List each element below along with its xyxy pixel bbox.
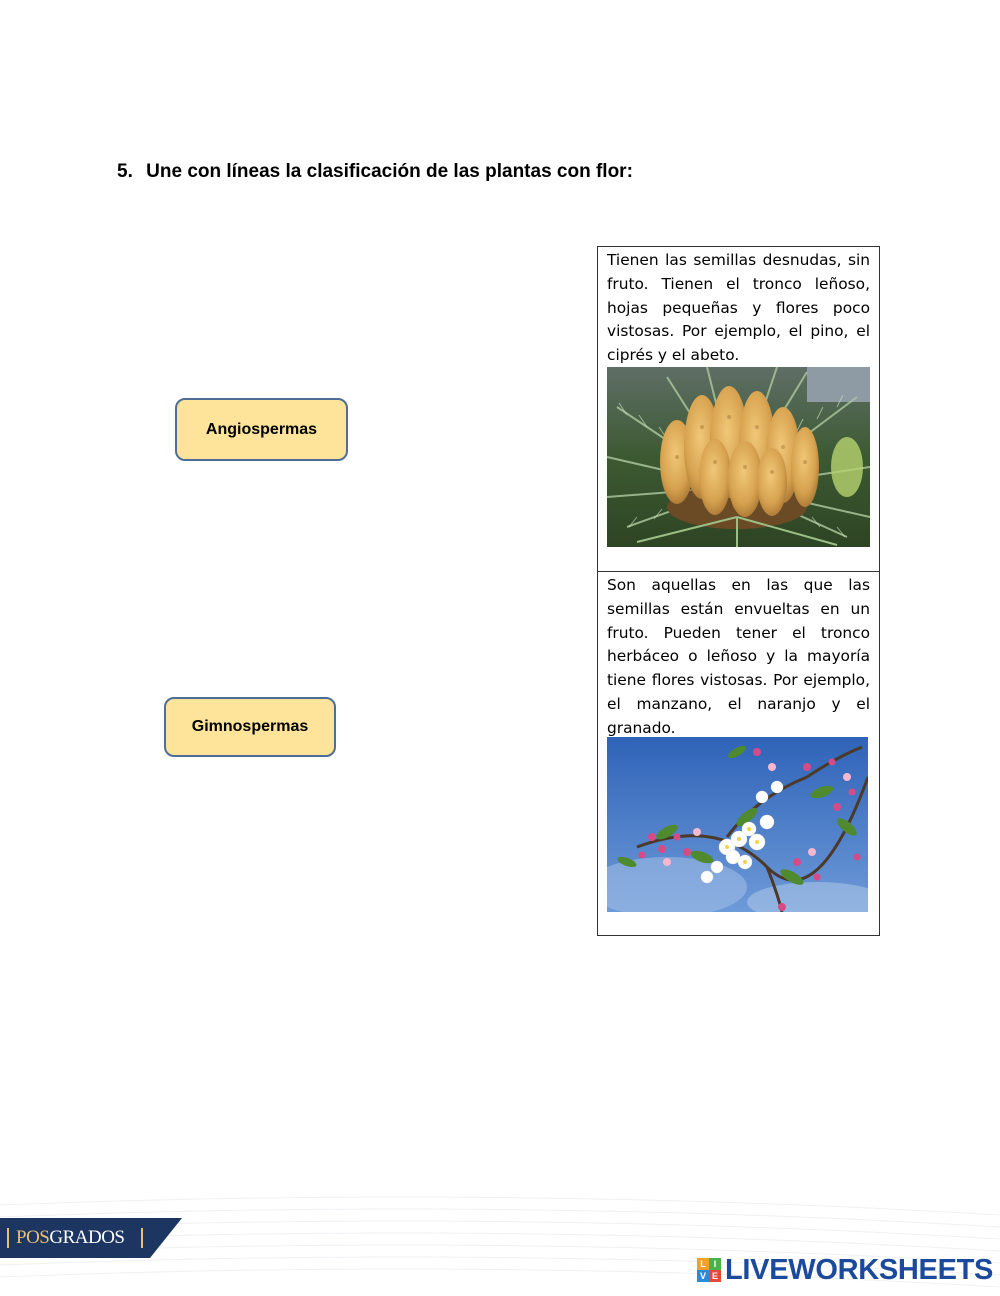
angiospermas-box[interactable] (175, 398, 348, 461)
angiospermas-label: Angiospermas (205, 420, 318, 438)
table-row-divider (598, 571, 879, 572)
liveworksheets-logo[interactable] (697, 1255, 993, 1285)
apple-blossom-photo (607, 737, 868, 912)
description-gymnosperms[interactable]: Tienen las semillas desnudas, sin fruto. Tienen el tronco leñoso, hojas pequeñas y flores poco vistosas. Por ejemplo, el pino, el ciprés y el abeto. (607, 251, 870, 365)
lw-letter-v: V (697, 1270, 709, 1282)
lw-letter-e: E (709, 1270, 721, 1282)
liveworksheets-icon (697, 1258, 721, 1282)
question-number: 5. (117, 161, 133, 182)
cycad-cones-photo (607, 367, 870, 547)
gimnospermas-box[interactable] (164, 697, 336, 757)
description-table (597, 246, 880, 936)
posgrados-logo-grados: GRADOS (49, 1227, 125, 1248)
liveworksheets-wordmark: LIVEWORKSHEETS (725, 1253, 994, 1286)
posgrados-logo-pos: POS (16, 1227, 50, 1248)
posgrados-logo (16, 1227, 124, 1249)
question-title (117, 161, 633, 183)
description-angiosperms[interactable]: Son aquellas en las que las semillas están envueltas en un fruto. Pueden tener el tronco herbáceo o leñoso y la mayoría tiene flores vistosas. Por ejemplo, el manzano, el naranjo y el granado. (607, 576, 870, 737)
gimnospermas-label: Gimnospermas (191, 718, 309, 735)
question-text: Une con líneas la clasificación de las plantas con flor: (146, 161, 633, 182)
lw-letter-i: I (709, 1258, 721, 1270)
lw-letter-l: L (697, 1258, 709, 1270)
